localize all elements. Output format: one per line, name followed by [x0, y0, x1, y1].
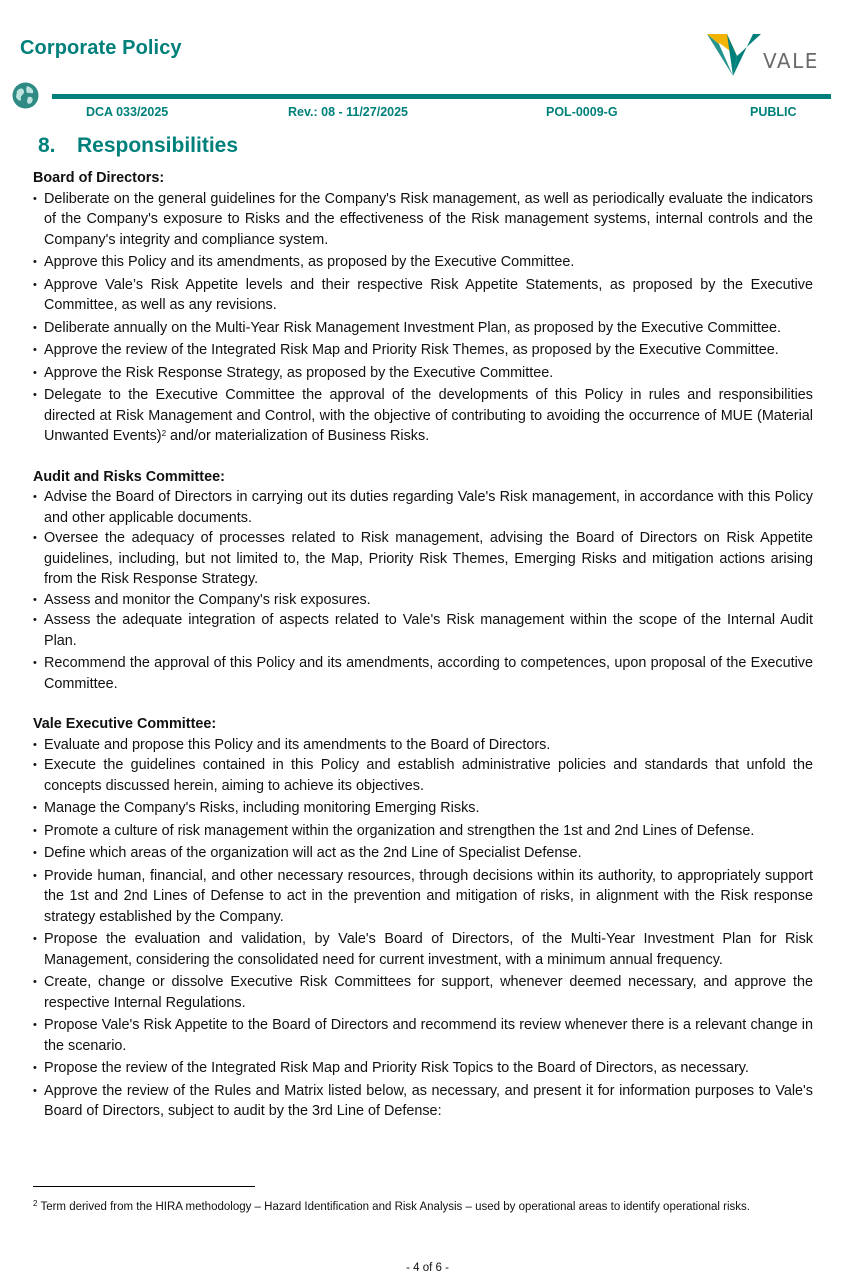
document-meta-row: [0, 105, 855, 121]
list-item: • Approve the Risk Response Strategy, as proposed by the Executive Committee.: [33, 363, 813, 384]
list-item: • Approve the review of the Integrated Risk Map and Priority Risk Themes, as proposed by the Executive Committee.: [33, 340, 813, 361]
list-item: • Assess the adequate integration of aspects related to Vale's Risk management within the scope of the Internal Audit Plan.: [33, 610, 813, 651]
list-item: • Evaluate and propose this Policy and its amendments to the Board of Directors.: [33, 735, 813, 756]
list-item: • Execute the guidelines contained in this Policy and establish administrative policies and standards that unfold the concepts discussed herein, aiming to achieve its objectives.: [33, 755, 813, 796]
list-item: • Manage the Company's Risks, including monitoring Emerging Risks.: [33, 798, 813, 819]
vale-logo-mark-icon: [705, 30, 765, 78]
list-item: • Deliberate annually on the Multi-Year Risk Management Investment Plan, as proposed by the Executive Committee.: [33, 318, 813, 339]
group-heading: Board of Directors:: [33, 170, 165, 186]
list-item: • Assess and monitor the Company's risk exposures.: [33, 590, 813, 611]
list-item-text-suffix: and/or materialization of Business Risks.: [166, 428, 430, 444]
list-item: • Promote a culture of risk management within the organization and strengthen the 1st and 2nd Lines of Defense.: [33, 821, 813, 842]
footnote: [33, 1200, 803, 1216]
vale-logo: [705, 30, 820, 80]
list-item: • Recommend the approval of this Policy and its amendments, according to competences, upon proposal of the Executive Committee.: [33, 653, 813, 694]
footnote-separator: [33, 1186, 255, 1187]
classification-label: PUBLIC: [750, 105, 797, 119]
board-responsibilities-list: [33, 189, 813, 447]
list-item: [33, 385, 813, 447]
footnote-text: Term derived from the HIRA methodology – Hazard Identification and Risk Analysis – used by operational areas to identify operational risks.: [37, 1201, 750, 1213]
list-item: • Approve this Policy and its amendments, as proposed by the Executive Committee.: [33, 252, 813, 273]
document-type-title: Corporate Policy: [20, 37, 182, 59]
group-heading: Vale Executive Committee:: [33, 716, 217, 732]
group-heading: Audit and Risks Committee:: [33, 468, 225, 485]
list-item: • Approve Vale’s Risk Appetite levels and their respective Risk Appetite Statements, as proposed by the Executive Committee, as well as any revisions.: [33, 275, 813, 316]
section-number: 8.: [38, 134, 56, 157]
policy-id: POL-0009-G: [546, 105, 618, 119]
responsibilities-content: [33, 168, 813, 1124]
list-item: • Propose the review of the Integrated Risk Map and Priority Risk Topics to the Board of Directors, as necessary.: [33, 1058, 813, 1079]
footnote-reference: 2: [161, 429, 167, 438]
list-item: • Provide human, financial, and other necessary resources, through decisions within its authority, to appropriately support the 1st and 2nd Lines of Defense to act in the prevention and mitigation of risks, in alignment with the Risk response strategy established by the Company.: [33, 866, 813, 928]
list-item: • Oversee the adequacy of processes related to Risk management, advising the Board of Directors on Risk Appetite guidelines, including, but not limited to, the Map, Priority Risk Themes, Emerging Risks and mitigation actions arising from the Risk Response Strategy.: [33, 528, 813, 590]
doc-code: DCA 033/2025: [86, 105, 169, 119]
audit-committee-responsibilities-list: [33, 487, 813, 694]
page-number: - 4 of 6 -: [406, 1262, 449, 1274]
executive-committee-responsibilities-list: [33, 735, 813, 1122]
footnote-marker: 2: [33, 1199, 38, 1208]
list-item: • Propose Vale's Risk Appetite to the Board of Directors and recommend its review whenever there is a relevant change in the scenario.: [33, 1015, 813, 1056]
list-item: • Propose the evaluation and validation, by Vale's Board of Directors, of the Multi-Year Investment Plan for Risk Management, considering the consolidated need for current investment, with a minimum annual frequency.: [33, 929, 813, 970]
list-item: • Advise the Board of Directors in carrying out its duties regarding Vale's Risk management, in accordance with this Policy and other applicable documents.: [33, 487, 813, 528]
header-rule: [52, 94, 831, 99]
revision-info: Rev.: 08 - 11/27/2025: [288, 105, 408, 119]
list-item: • Deliberate on the general guidelines for the Company's Risk management, as well as periodically evaluate the indicators of the Company's exposure to Risks and the effectiveness of the Risk management systems, internal controls and the Company's integrity and compliance system.: [33, 189, 813, 251]
list-item: • Create, change or dissolve Executive Risk Committees for support, whenever deemed necessary, and approve the respective Internal Regulations.: [33, 972, 813, 1013]
vale-logo-text: VALE: [763, 49, 819, 73]
list-item: • Approve the review of the Rules and Matrix listed below, as necessary, and present it for information purposes to Vale's Board of Directors, subject to audit by the 3rd Line of Defense:: [33, 1081, 813, 1122]
section-title: Responsibilities: [77, 134, 239, 157]
section-heading: [38, 134, 238, 158]
list-item: • Define which areas of the organization will act as the 2nd Line of Specialist Defense.: [33, 843, 813, 864]
list-item-text: Delegate to the Executive Committee the approval of the developments of this Policy in rules and responsibilities directed at Risk Management and Control, with the objective of contributing to avoiding the occurrence of MUE (Material Unwanted Events): [44, 387, 813, 444]
